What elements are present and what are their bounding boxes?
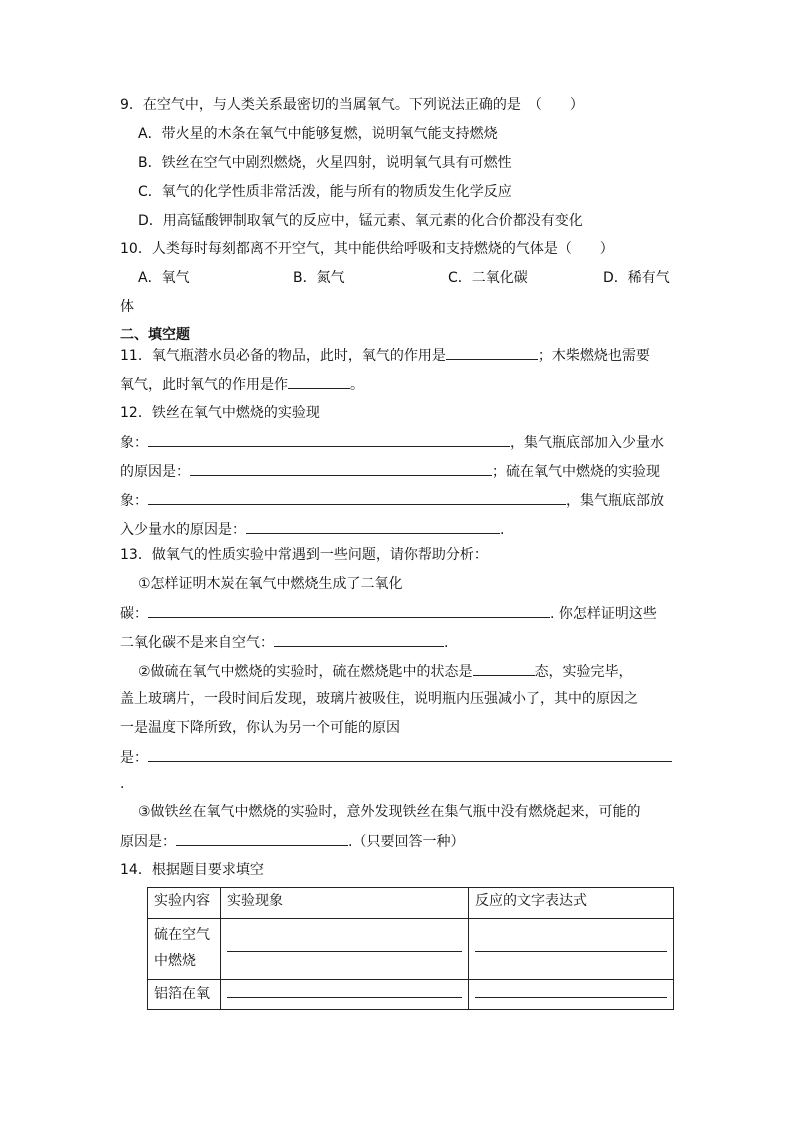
q12-blank-4[interactable] — [246, 519, 500, 534]
q12-text-5a: 入少量水的原因是： — [120, 522, 246, 538]
q13-text-s2b: 态，实验完毕， — [534, 664, 633, 680]
q12-text-2a: 象： — [120, 435, 148, 451]
q13-sub3-line2 — [120, 831, 464, 852]
q9-option-a: A．带火星的木条在氧气中能够复燃，说明氧气能支持燃烧 — [138, 126, 498, 142]
q12-text-5b: . — [500, 522, 505, 538]
q13-blank-2[interactable] — [274, 632, 444, 647]
q11-line1 — [120, 345, 650, 366]
q11-text-4: 。 — [350, 377, 364, 393]
q11-blank-1[interactable] — [446, 345, 538, 360]
q9-option-d: D．用高锰酸钾制取氧气的反应中，锰元素、氧元素的化合价都没有变化 — [138, 213, 583, 229]
table-row — [148, 919, 674, 980]
q13-sub3-line1: ③做铁丝在氧气中燃烧的实验时，意外发现铁丝在集气瓶中没有燃烧起来，可能的 — [138, 804, 641, 820]
answer-line[interactable] — [227, 980, 462, 998]
q13-sub1-line2 — [120, 603, 657, 624]
experiment-table — [147, 887, 674, 1010]
q13-text-s3b: 原因是： — [120, 834, 176, 850]
q13-text-s1c: . 你怎样证明这些 — [550, 606, 657, 622]
q13-text-s2e: 是： — [120, 750, 148, 766]
q11-text-3: 氧气，此时氧气的作用是作 — [120, 377, 288, 393]
q12-line1: 12．铁丝在氧气中燃烧的实验现 — [120, 405, 320, 421]
table-header-cell: 反应的文字表达式 — [469, 888, 674, 919]
q12-text-3b: ；硫在氧气中燃烧的实验现 — [492, 464, 660, 480]
q12-line2 — [120, 432, 664, 453]
q11-text-1: 11．氧气瓶潜水员必备的物品，此时，氧气的作用是 — [120, 348, 446, 364]
q10-option-c: C．二氧化碳 — [448, 270, 528, 286]
q13-sub2-line2: 盖上玻璃片，一段时间后发现，玻璃片被吸住，说明瓶内压强减小了，其中的原因之 — [120, 691, 638, 707]
q10-option-b: B．氮气 — [293, 270, 345, 286]
q13-sub2-line3: 一是温度下降所致，你认为另一个可能的原因 — [120, 720, 400, 736]
q12-line3 — [120, 461, 660, 482]
q13-text-s1e: . — [444, 635, 449, 651]
q13-text-s2a: ②做硫在氧气中燃烧的实验时，硫在燃烧匙中的状态是 — [138, 664, 473, 680]
q13-blank-1[interactable] — [148, 603, 550, 618]
q13-blank-3[interactable] — [473, 661, 535, 676]
table-cell-expression[interactable] — [469, 980, 674, 1010]
table-header-cell: 实验内容 — [148, 888, 221, 919]
answer-line[interactable] — [227, 919, 462, 952]
q10-option-d: D．稀有气 — [603, 270, 670, 286]
section-title: 二、填空题 — [120, 327, 190, 343]
q13-sub2-line4 — [120, 747, 672, 768]
q10-option-a: A．氧气 — [138, 270, 190, 286]
table-row — [148, 980, 674, 1010]
q12-blank-1[interactable] — [148, 432, 510, 447]
q11-blank-2[interactable] — [288, 374, 350, 389]
q12-text-4a: 象： — [120, 493, 148, 509]
q12-blank-2[interactable] — [190, 461, 492, 476]
table-cell-content: 铝箔在氧 — [148, 980, 221, 1010]
q13-sub2-line1 — [138, 661, 633, 682]
table-header-row — [148, 888, 674, 919]
q9-stem: 9．在空气中，与人类关系最密切的当属氧气。下列说法正确的是 （ ） — [120, 97, 584, 113]
q10-option-d-wrap: 体 — [120, 299, 134, 315]
q13-stem: 13．做氧气的性质实验中常遇到一些问题，请你帮助分析： — [120, 547, 488, 563]
answer-line[interactable] — [475, 919, 667, 952]
q9-option-b: B．铁丝在空气中剧烈燃烧，火星四射，说明氧气具有可燃性 — [138, 155, 512, 171]
q13-text-s3c: .（只要回答一种） — [348, 834, 465, 850]
q12-text-3a: 的原因是： — [120, 464, 190, 480]
table-cell-phenomenon[interactable] — [221, 919, 469, 980]
q13-blank-5[interactable] — [176, 831, 348, 846]
table-header-cell: 实验现象 — [221, 888, 469, 919]
q11-text-2: ；木柴燃烧也需要 — [537, 348, 650, 364]
q13-blank-4[interactable] — [148, 747, 672, 762]
q13-sub2-end: . — [120, 776, 125, 792]
q12-text-2b: ，集气瓶底部加入少量水 — [510, 435, 664, 451]
q12-line4 — [120, 490, 664, 511]
q13-text-s1d: 二氧化碳不是来自空气： — [120, 635, 274, 651]
q13-sub1-line1: ①怎样证明木炭在氧气中燃烧生成了二氧化 — [138, 576, 403, 592]
q10-stem: 10．人类每时每刻都离不开空气，其中能供给呼吸和支持燃烧的气体是（ ） — [120, 241, 614, 257]
q13-sub1-line3 — [120, 632, 448, 653]
q9-option-c: C．氧气的化学性质非常活泼，能与所有的物质发生化学反应 — [138, 184, 512, 200]
answer-line[interactable] — [475, 980, 667, 998]
q12-text-4b: ，集气瓶底部放 — [566, 493, 664, 509]
table-cell-phenomenon[interactable] — [221, 980, 469, 1010]
table-cell-expression[interactable] — [469, 919, 674, 980]
q12-blank-3[interactable] — [148, 490, 566, 505]
q13-text-s1b: 碳： — [120, 606, 148, 622]
q12-line5 — [120, 519, 504, 540]
table-cell-content: 硫在空气中燃烧 — [148, 919, 221, 980]
q14-stem: 14．根据题目要求填空 — [120, 862, 264, 878]
q11-line2 — [120, 374, 364, 395]
